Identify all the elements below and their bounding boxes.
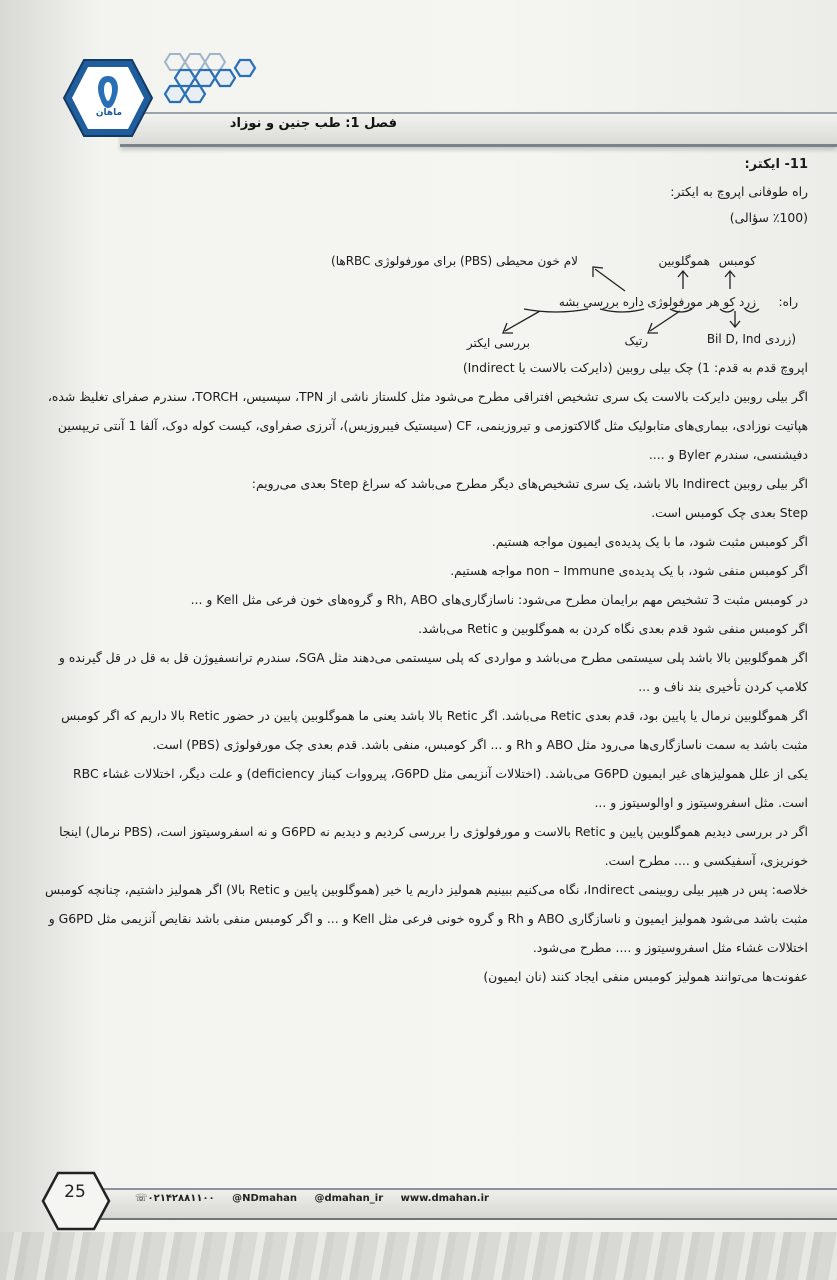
hemoglobin-label: هموگلوبین — [658, 254, 710, 268]
paragraph-7: در کومبس مثبت 3 تشخیص مهم برایمان مطرح می‌شود: ناسازگاری‌های Rh, ABO و گروه‌های خون فرعی مثل Kell و ... — [190, 592, 808, 607]
instagram-contact[interactable]: @dmahan_ir — [314, 1193, 384, 1204]
paragraph-6: اگر کومبس منفی شود، با یک پدیده‌ی non – Immune مواجه هستیم. — [450, 563, 808, 578]
telegram-contact[interactable]: @NDmahan — [232, 1193, 297, 1204]
section-title: 11- ایکتر: — [744, 157, 808, 172]
mnemonic-label: زرد کو هر مورفولوژی داره بررسی بشه — [558, 295, 756, 309]
diagram-arrows — [40, 231, 808, 353]
intro-line-1: راه طوفانی اپروچ به ایکتر: — [670, 184, 808, 199]
paragraph-14: عفونت‌ها می‌توانند همولیز کومبس منفی ایجاد کنند (نان ایمیون) — [483, 969, 808, 984]
mahan-logo-icon — [62, 58, 154, 138]
logo-text: ماهان — [95, 108, 123, 118]
website-link[interactable]: www.dmahan.ir — [400, 1193, 489, 1204]
page-bottom-edge — [0, 1232, 837, 1280]
paragraph-8: اگر کومبس منفی شود قدم بعدی نگاه کردن به هموگلوبین و Retic می‌باشد. — [418, 621, 808, 636]
chapter-title: فصل 1: طب جنین و نوزاد — [229, 116, 397, 131]
paragraph-1: اپروچ قدم به قدم: 1) چک بیلی روبین (دایرکت بالاست یا Indirect) — [462, 360, 808, 375]
paragraph-13: خلاصه: پس در هیپر بیلی روبینمی Indirect، نگاه می‌کنیم ببینیم همولیز داریم یا خیر (هموگلوبین پایین و Retic بالا) اگر همولیز داشتیم، چنانچه کومبس مثبت باشد می‌شود همولیز ایمیون و ناسازگاری ABO و Rh و گروه خونی فرعی مثل Kell و ... و اگر کومبس منفی باشد نقایص آنزیمی مثل G6PD و اختلالات غشاء مثل اسفروسیتوز و .... مطرح می‌شود. — [45, 882, 808, 955]
paragraph-5: اگر کومبس مثبت شود، ما با یک پدیده‌ی ایمیون مواجه هستیم. — [491, 534, 808, 549]
decorative-hexagons-icon — [150, 50, 260, 106]
header-bar — [120, 112, 837, 147]
paragraph-4: Step بعدی چک کومبس است. — [651, 505, 808, 520]
icter-check-label: بررسی ایکتر — [466, 336, 530, 350]
main-content — [40, 150, 808, 1050]
page-number: 25 — [64, 1182, 86, 1202]
phone-contact: ☏۰۲۱۴۲۸۸۱۱۰۰ — [135, 1193, 215, 1204]
zardi-label: (زردی Bil D, Ind — [706, 332, 796, 346]
paragraph-11: یکی از علل همولیزهای غیر ایمیون G6PD می‌باشد. (اختلالات آنزیمی مثل G6PD، پیرووات کیناز deficiency) و علت دیگر، اختلالات غشاء RBC است. مثل اسفروسیتوز و اوالوسیتوز و ... — [73, 766, 808, 810]
pbs-slide-label: لام خون محیطی (PBS) برای مورفولوژی RBCها) — [331, 254, 578, 268]
coombs-label: کومبس — [718, 254, 756, 268]
paragraph-3: اگر بیلی روبین Indirect بالا باشد، یک سری تشخیص‌های دیگر مطرح می‌باشد که سراغ Step بعدی می‌رویم: — [251, 476, 808, 491]
phone-number: ۰۲۱۴۲۸۸۱۱۰۰ — [147, 1193, 215, 1204]
paragraph-12: اگر در بررسی دیدیم هموگلوبین پایین و Retic بالاست و مورفولوژی را بررسی کردیم و دیدیم نه G6PD و نه اسفروسیتوز است، (PBS نرمال) اینجا خونریزی، آسفیکسی و .... مطرح است. — [59, 824, 808, 868]
retic-label: رتیک — [624, 334, 648, 348]
paragraph-9: اگر هموگلوبین بالا باشد پلی سیستمی مطرح می‌باشد و مواردی که پلی سیستمی می‌دهند مثل SGA، سندرم ترانسفیوژن قل به قل در قل گیرنده و کلامپ کردن تأخیری بند ناف و ... — [58, 650, 808, 694]
approach-diagram — [40, 231, 808, 353]
paragraph-2: اگر بیلی روبین دایرکت بالاست یک سری تشخیص افتراقی مطرح می‌شود مثل کلستاز ناشی از TPN، سپسیس، TORCH، سندرم صفرای تغلیظ شده، هپاتیت نوزادی، بیماری‌های متابولیک مثل گالاکتوزمی و تیروزینمی، CF (سیستیک فیبروزیس)، آترزی صفراوی، کیست کوله دوک، آلفا 1 آنتی تریپسین دفیشنسی، سندرم Byler و .... — [47, 389, 808, 462]
footer-contacts — [135, 1193, 503, 1204]
rah-label: راه: — [778, 295, 798, 309]
paragraph-10: اگر هموگلوبین نرمال یا پایین بود، قدم بعدی Retic می‌باشد. اگر Retic بالا باشد یعنی ما هموگلوبین پایین در حضور Retic بالا داریم که اگر کومبس مثبت باشد به سمت ناسازگاری‌ها می‌رود مثل ABO و Rh و ... اگر کومبس، منفی باشد. قدم بعدی چک مورفولوژی (PBS) است. — [61, 708, 808, 752]
intro-line-2: (٪100 سؤالی) — [729, 210, 808, 225]
